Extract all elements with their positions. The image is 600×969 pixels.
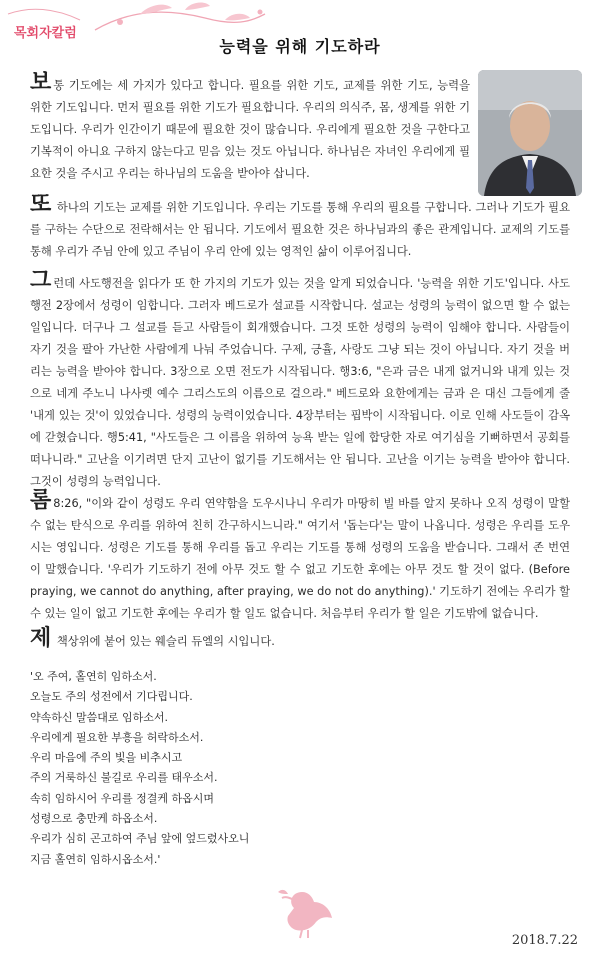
poem-line: 약속하신 말씀대로 임하소서.	[30, 710, 169, 724]
column-header	[0, 0, 600, 60]
publish-date: 2018.7.22	[511, 933, 578, 948]
paragraph-text: 런데 사도행전을 읽다가 또 한 가지의 기도가 있는 것을 알게 되었습니다. '능력을 위한 기도'입니다. 사도행전 2장에서 성령이 임합니다. 그러자 베드로가 설교를 시작합니다. 설교는 성령의 능력이 없으면 할 수 없는 일입니다. 더구나 그 설교를 듣고 사람들이 회개했습니다. 그것 또한 성령의 능력이 임해야 합니다. 사람들이 자기 것을 팔아 가난한 사람에게 나눠 주었습니다. 구제, 긍휼, 사랑도 그냥 되는 것이 아닙니다. 자기 것을 버리는 능력을 받아야 합니다. 3장으로 오면 전도가 시작됩니다. 행3:6, "은과 금은 내게 없거니와 내게 있는 것으로 네게 주노니 나사렛 예수 그리스도의 이름으로 걸으라." 베드로와 요한에게는 금과 은 대신 그들에게 줄 '내게 있는 것'이 있었습니다. 성령의 능력이었습니다. 4장부터는 핍박이 시작됩니다. 이로 인해 사도들이 감옥에 갇혔습니다. 행5:41, "사도들은 그 이름을 위하여 능욕 받는 일에 합당한 자로 여기심을 기뻐하면서 공회를 떠나니라." 고난을 이기려면 단지 고난이 없기를 기도해서는 안 됩니다. 고난을 이기는 능력을 받아야 합니다. 그것이 성령의 능력입니다.	[30, 277, 570, 488]
paragraph-2	[30, 191, 570, 263]
paragraph-1	[30, 69, 470, 185]
paragraph-5	[30, 625, 570, 653]
paragraph-4	[30, 487, 570, 625]
column-badge: 목회자칼럼	[14, 26, 77, 41]
author-photo	[478, 70, 582, 196]
poem-line: 오늘도 주의 성전에서 기다립니다.	[30, 690, 193, 704]
paragraph-text: 하나의 기도는 교제를 위한 기도입니다. 우리는 기도를 통해 우리의 필요를 구합니다. 그러나 기도가 필요를 구하는 수단으로 전락해서는 안 됩니다. 기도에서 필요한 것은 하나님과의 좋은 관계입니다. 교제의 기도를 통해 우리가 주님 안에 있고 주님이 우리 안에 있는 영적인 삶이 이루어집니다.	[30, 201, 570, 258]
paragraph-3	[30, 267, 570, 493]
poem-line: 속히 임하시어 우리를 정결케 하옵시며	[30, 791, 215, 805]
drop-cap: 제	[30, 625, 52, 651]
poem-line: 우리에게 필요한 부흥을 허락하소서.	[30, 730, 204, 744]
drop-cap: 보	[30, 69, 52, 95]
poem-line: 지금 홀연히 임하시옵소서.'	[30, 852, 161, 866]
poem-line: 우리가 심히 곤고하여 주님 앞에 엎드렸사오니	[30, 832, 250, 846]
page-title: 능력을 위해 기도하라	[219, 37, 381, 56]
poem-line: '오 주여, 홀연히 임하소서.	[30, 670, 157, 683]
paragraph-text: 책상위에 붙어 있는 웨슬리 듀엘의 시입니다.	[53, 635, 275, 648]
poem-line: 우리 마음에 주의 빛을 비추시고	[30, 751, 183, 765]
poem-line: 성령으로 충만케 하옵소서.	[30, 812, 158, 826]
poem	[30, 667, 249, 870]
paragraph-text: 8:26, "이와 같이 성령도 우리 연약함을 도우시나니 우리가 마땅히 빌 바를 알지 못하나 오직 성령이 말할 수 없는 탄식으로 우리를 위하여 친히 간구하시느니라." 여기서 '돕는다'는 말이 나옵니다. 성령은 우리를 도우시는 영입니다. 성령은 기도를 통해 우리를 돕고 우리는 기도를 통해 성령의 도움을 받습니다. 그래서 존 번연이 말했습니다. '우리가 기도하기 전에 아무 것도 할 수 없고 기도한 후에는 아무 것도 할 것이 없다. (Before praying, we cannot do anything, after praying, we do not do anything).' 기도하기 전에는 우리가 할 수 있는 일이 없고 기도한 후에는 우리가 할 일도 없습니다. 처음부터 우리가 할 일은 기도밖에 없습니다.	[30, 497, 570, 620]
drop-cap: 롬	[30, 487, 52, 513]
bird-icon	[272, 878, 342, 940]
poem-line: 주의 거룩하신 불길로 우리를 태우소서.	[30, 771, 218, 785]
drop-cap: 또	[30, 191, 52, 217]
paragraph-text: 통 기도에는 세 가지가 있다고 합니다. 필요를 위한 기도, 교제를 위한 기도, 능력을 위한 기도입니다. 먼저 필요를 위한 기도가 필요합니다. 우리의 의식주, 몸, 생계를 위한 기도입니다. 우리가 인간이기 때문에 필요한 것이 많습니다. 우리에게 필요한 것을 구한다고 기복적이 아니요 구하지 않는다고 믿음 있는 것도 아닙니다. 하나님은 자녀인 우리에게 필요한 것을 주시고 우리는 하나님의 도움을 받아야 삽니다.	[30, 79, 470, 180]
drop-cap: 그	[30, 267, 52, 293]
